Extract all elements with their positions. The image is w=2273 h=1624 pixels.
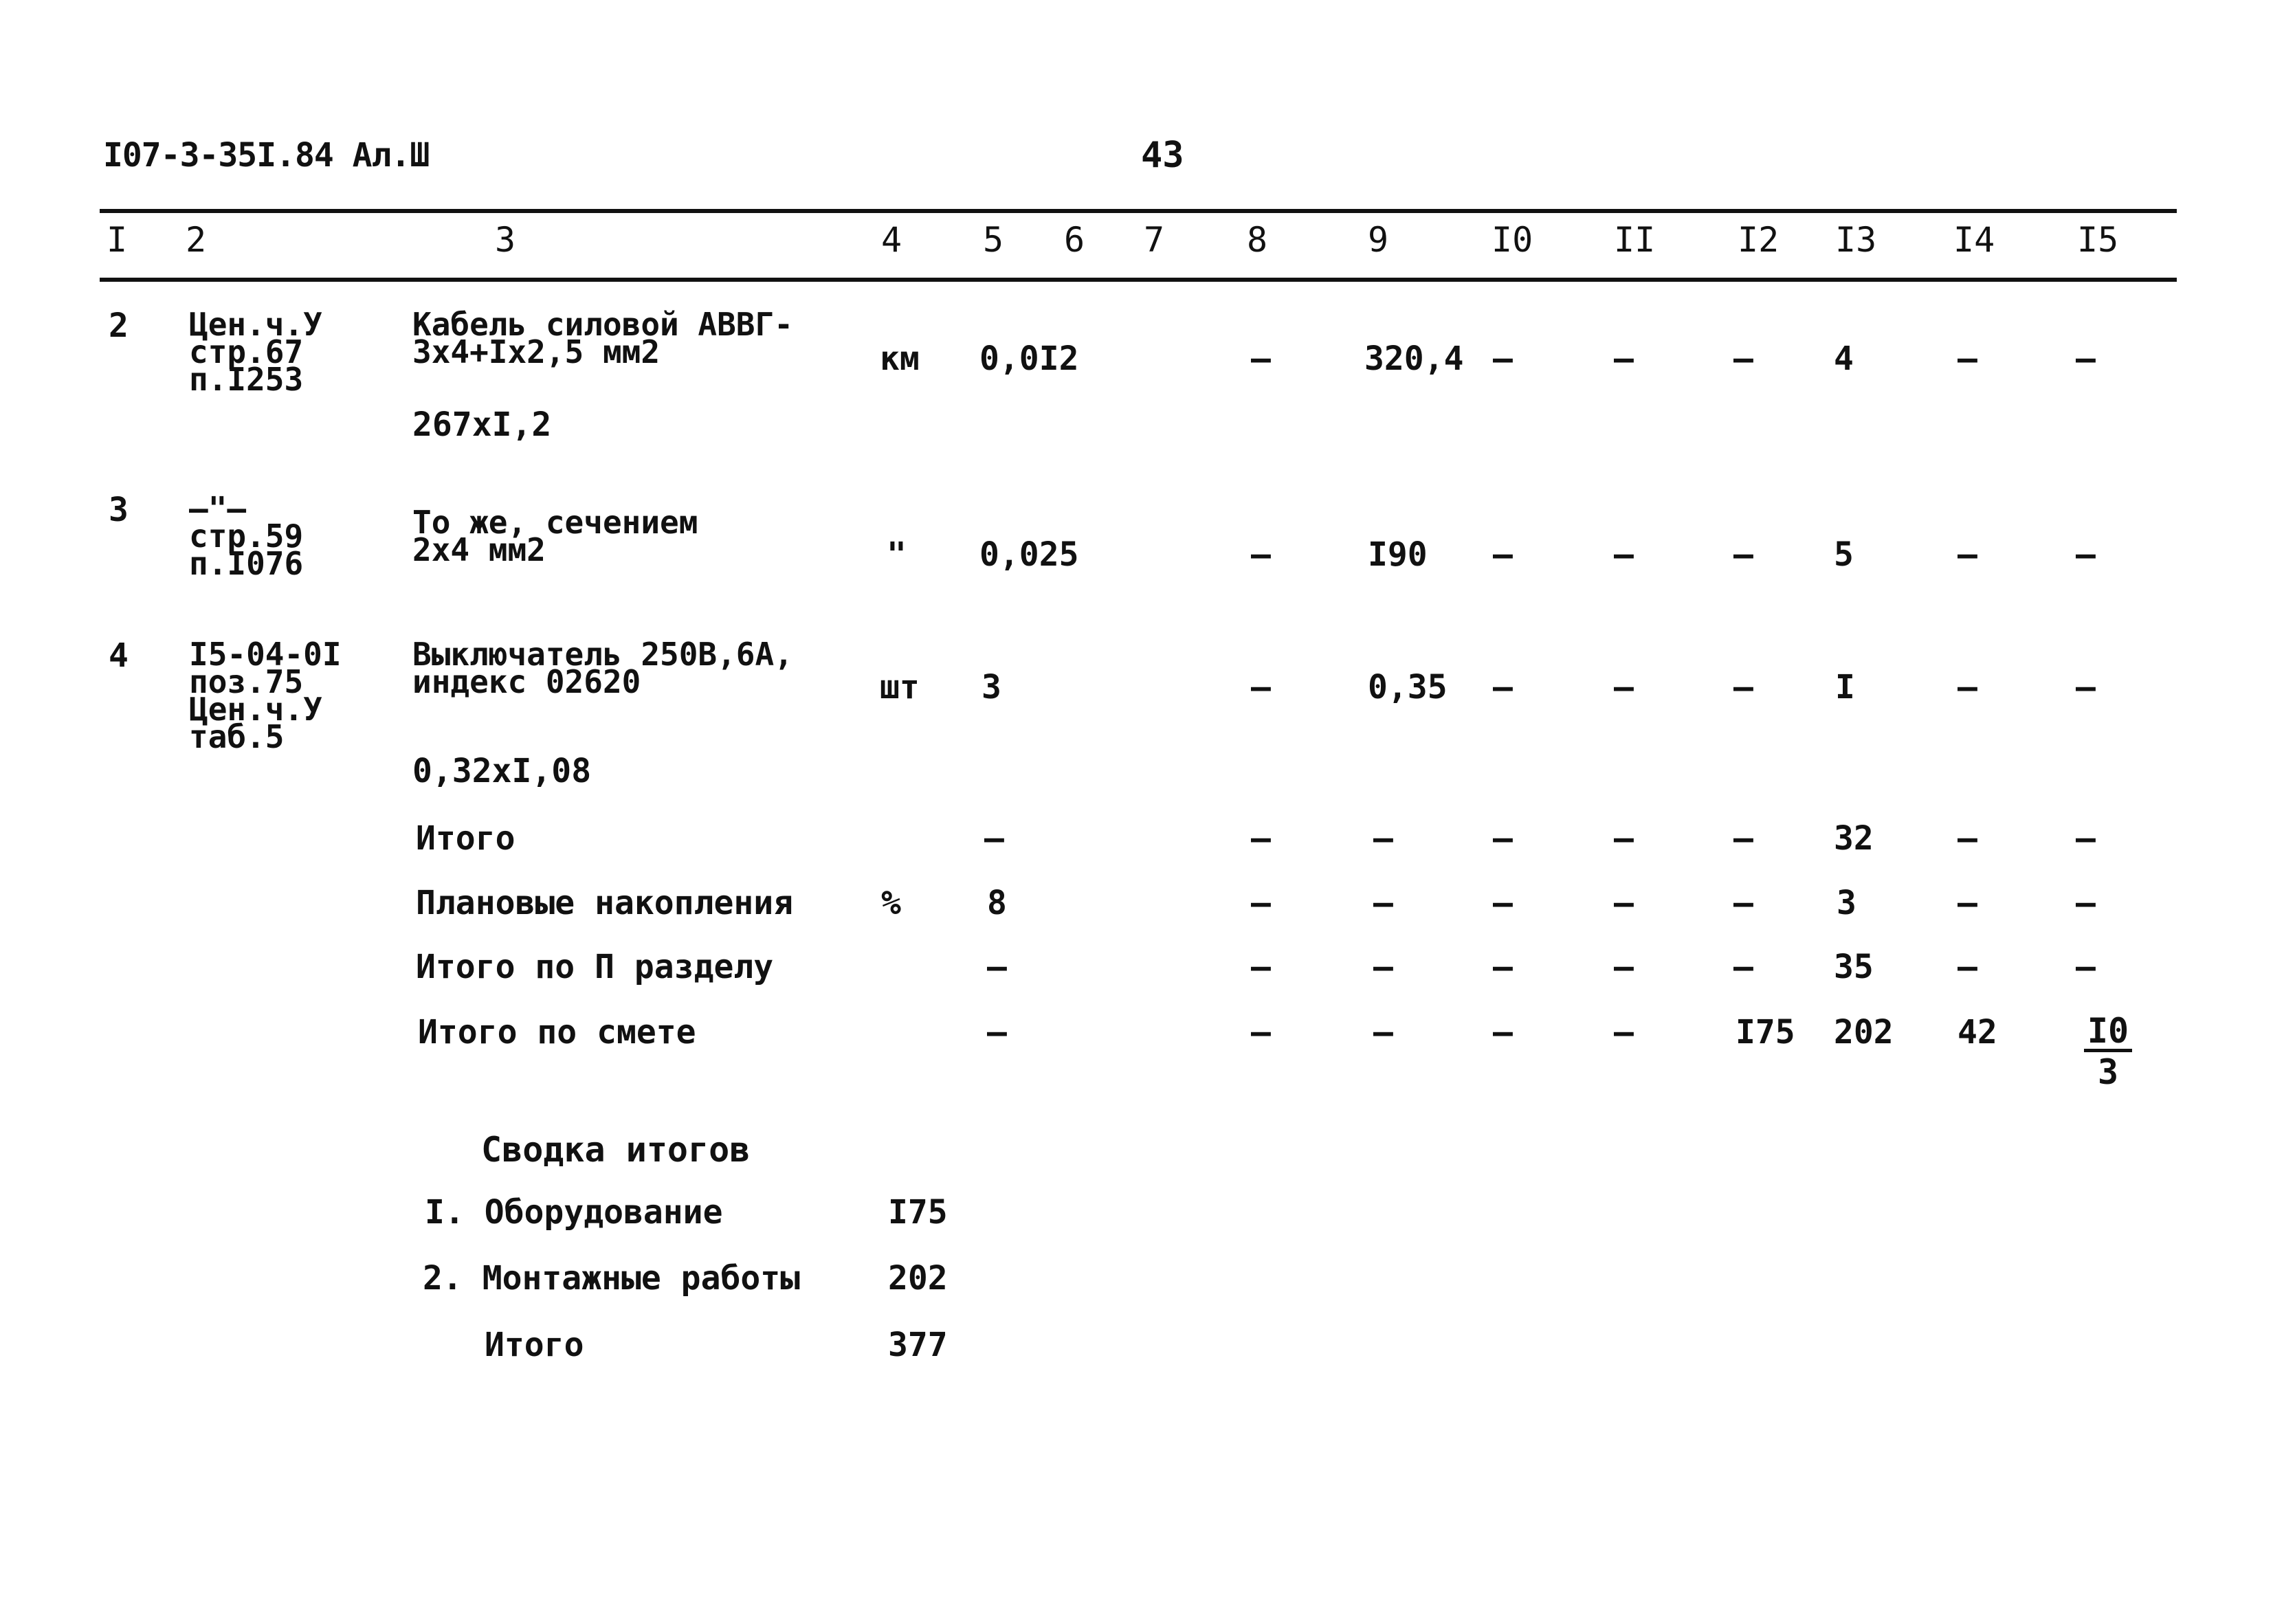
column-header-9: 9 bbox=[1368, 220, 1389, 260]
price-reference: I5-04-0I поз.75 Цен.ч.У таб.5 bbox=[189, 636, 342, 755]
summary-title: Сводка итогов bbox=[481, 1130, 751, 1170]
summary-value: I75 bbox=[888, 1193, 948, 1232]
item-description: Выключатель 250В,6А, индекс 02620 bbox=[412, 636, 793, 700]
total-col13: 3 bbox=[1837, 884, 1856, 922]
col8-value: – bbox=[1251, 668, 1271, 707]
total-col8: – bbox=[1251, 819, 1271, 858]
column-header-8: 8 bbox=[1247, 220, 1268, 260]
total-col5: – bbox=[987, 948, 1007, 986]
column-header-5: 5 bbox=[983, 220, 1004, 260]
col10-value: – bbox=[1493, 535, 1513, 574]
col8-value: – bbox=[1251, 535, 1271, 574]
total-label: Плановые накопления bbox=[416, 884, 794, 922]
col12-value: – bbox=[1733, 535, 1753, 574]
price-reference: Цен.ч.У стр.67 п.I253 bbox=[189, 306, 322, 398]
item-description: То же, сечением 2х4 мм2 bbox=[412, 504, 698, 568]
summary-label: I. Оборудование bbox=[425, 1193, 723, 1232]
col11-value: – bbox=[1614, 668, 1634, 707]
col9-value: 0,35 bbox=[1368, 668, 1448, 707]
quantity: 0,0I2 bbox=[979, 340, 1079, 378]
column-header-4: 4 bbox=[881, 220, 902, 260]
col15-value: – bbox=[2076, 668, 2096, 707]
total-col9: – bbox=[1373, 819, 1393, 858]
total-col8: – bbox=[1251, 1013, 1271, 1052]
quantity: 0,025 bbox=[979, 535, 1079, 574]
item-calculation: 0,32хI,08 bbox=[412, 752, 592, 790]
summary-value: 377 bbox=[888, 1326, 948, 1364]
row-number: 2 bbox=[109, 307, 129, 345]
total-col13: 32 bbox=[1834, 819, 1874, 858]
total-col4: % bbox=[881, 884, 901, 922]
total-col15-fraction bbox=[2084, 1013, 2132, 1092]
col13-value: 4 bbox=[1834, 340, 1854, 378]
total-col5: 8 bbox=[987, 884, 1007, 922]
total-col15: – bbox=[2076, 948, 2096, 986]
column-header-12: I2 bbox=[1738, 220, 1779, 260]
item-calculation: 267хI,2 bbox=[412, 405, 552, 444]
col14-value: – bbox=[1958, 535, 1977, 574]
column-header-7: 7 bbox=[1144, 220, 1165, 260]
unit: " bbox=[887, 535, 907, 574]
col13-value: 5 bbox=[1834, 535, 1854, 574]
total-col12: – bbox=[1733, 884, 1753, 922]
total-col5: – bbox=[984, 819, 1004, 858]
total-col8: – bbox=[1251, 948, 1271, 986]
col8-value: – bbox=[1251, 340, 1271, 378]
fraction-denominator: 3 bbox=[2097, 1052, 2119, 1092]
col9-value: I90 bbox=[1368, 535, 1428, 574]
total-col11: – bbox=[1614, 884, 1634, 922]
column-header-2: 2 bbox=[186, 220, 207, 260]
column-header-11: II bbox=[1614, 220, 1656, 260]
column-header-6: 6 bbox=[1064, 220, 1085, 260]
column-header-3: 3 bbox=[495, 220, 516, 260]
total-col12: I75 bbox=[1736, 1013, 1795, 1052]
col11-value: – bbox=[1614, 535, 1634, 574]
row-number: 4 bbox=[109, 636, 129, 675]
total-col12: – bbox=[1733, 948, 1753, 986]
total-col14: – bbox=[1958, 884, 1977, 922]
col14-value: – bbox=[1958, 340, 1977, 378]
col14-value: – bbox=[1958, 668, 1977, 707]
col10-value: – bbox=[1493, 340, 1513, 378]
item-description: Кабель силовой АВВГ- 3х4+Iх2,5 мм2 bbox=[412, 306, 793, 370]
total-col14: – bbox=[1958, 948, 1977, 986]
column-header-10: I0 bbox=[1492, 220, 1533, 260]
total-label: Итого по П разделу bbox=[416, 948, 774, 986]
summary-value: 202 bbox=[888, 1259, 948, 1298]
fraction-numerator: I0 bbox=[2084, 1013, 2132, 1052]
total-col15: – bbox=[2076, 819, 2096, 858]
total-col8: – bbox=[1251, 884, 1271, 922]
column-header-1: I bbox=[107, 220, 128, 260]
total-col15: – bbox=[2076, 884, 2096, 922]
header-rule-top bbox=[100, 209, 2177, 213]
price-reference: –"– стр.59 п.I076 bbox=[189, 490, 304, 582]
unit: шт bbox=[880, 668, 920, 707]
col9-value: 320,4 bbox=[1364, 340, 1464, 378]
summary-label: Итого bbox=[485, 1326, 584, 1364]
page-number: 43 bbox=[1141, 135, 1184, 176]
quantity: 3 bbox=[982, 668, 1001, 707]
unit: км bbox=[880, 340, 920, 378]
column-header-14: I4 bbox=[1953, 220, 1995, 260]
total-col13: 35 bbox=[1834, 948, 1874, 986]
total-col14: 42 bbox=[1958, 1013, 1997, 1052]
col15-value: – bbox=[2076, 340, 2096, 378]
total-col12: – bbox=[1733, 819, 1753, 858]
col12-value: – bbox=[1733, 668, 1753, 707]
header-rule-bottom bbox=[100, 278, 2177, 282]
total-col9: – bbox=[1373, 884, 1393, 922]
row-number: 3 bbox=[109, 491, 129, 529]
col10-value: – bbox=[1493, 668, 1513, 707]
col12-value: – bbox=[1733, 340, 1753, 378]
total-col14: – bbox=[1958, 819, 1977, 858]
total-col5: – bbox=[987, 1013, 1007, 1052]
total-col9: – bbox=[1373, 948, 1393, 986]
column-header-15: I5 bbox=[2077, 220, 2119, 260]
total-col10: – bbox=[1493, 884, 1513, 922]
col15-value: – bbox=[2076, 535, 2096, 574]
total-label: Итого по смете bbox=[418, 1013, 696, 1052]
total-col11: – bbox=[1614, 1013, 1634, 1052]
summary-label: 2. Монтажные работы bbox=[423, 1259, 801, 1298]
total-col9: – bbox=[1373, 1013, 1393, 1052]
total-col11: – bbox=[1614, 819, 1634, 858]
column-header-13: I3 bbox=[1835, 220, 1877, 260]
total-col10: – bbox=[1493, 819, 1513, 858]
col13-value: I bbox=[1835, 668, 1855, 707]
total-col10: – bbox=[1493, 1013, 1513, 1052]
total-label: Итого bbox=[416, 819, 515, 858]
total-col13: 202 bbox=[1834, 1013, 1894, 1052]
document-reference: I07-3-35I.84 Ал.Ш bbox=[103, 136, 430, 175]
total-col11: – bbox=[1614, 948, 1634, 986]
col11-value: – bbox=[1614, 340, 1634, 378]
total-col10: – bbox=[1493, 948, 1513, 986]
